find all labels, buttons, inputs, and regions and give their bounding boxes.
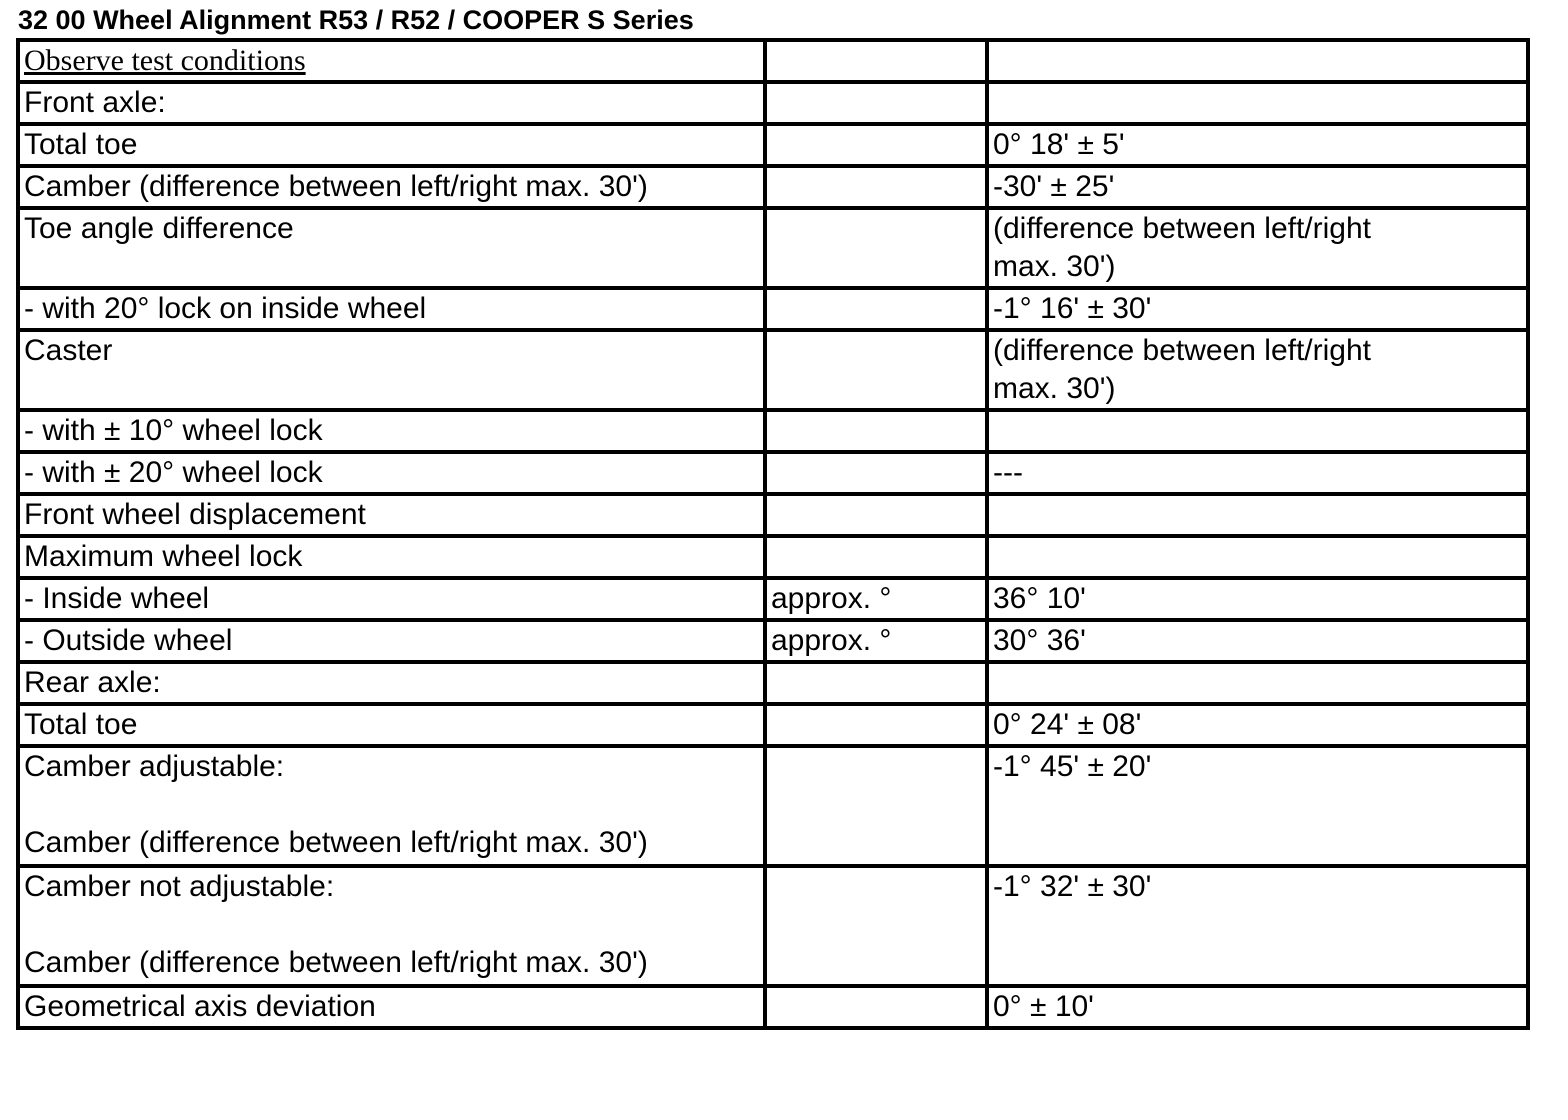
row-value: 30° 36' xyxy=(987,620,1528,662)
table-row xyxy=(18,124,1528,166)
table-row xyxy=(18,866,1528,986)
row-value: 0° 24' ± 08' xyxy=(987,704,1528,746)
row-value: 0° ± 10' xyxy=(987,986,1528,1028)
table-row xyxy=(18,986,1528,1028)
table-row xyxy=(18,288,1528,330)
row-label: Camber not adjustable: Camber (difference between left/right max. 30') xyxy=(18,866,765,986)
row-label: Camber adjustable: Camber (difference between left/right max. 30') xyxy=(18,746,765,866)
table-row xyxy=(18,452,1528,494)
wheel-alignment-table xyxy=(16,38,1530,1030)
row-unit xyxy=(765,452,987,494)
row-label: - with ± 20° wheel lock xyxy=(18,452,765,494)
row-unit xyxy=(765,208,987,288)
row-label: Geometrical axis deviation xyxy=(18,986,765,1028)
row-label: Camber (difference between left/right max. 30') xyxy=(18,166,765,208)
table-row xyxy=(18,620,1528,662)
row-label: - Outside wheel xyxy=(18,620,765,662)
section-heading: Rear axle: xyxy=(18,662,765,704)
row-unit xyxy=(765,866,987,986)
row-unit xyxy=(765,166,987,208)
row-unit xyxy=(765,82,987,124)
row-unit xyxy=(765,330,987,410)
table-row xyxy=(18,494,1528,536)
row-unit xyxy=(765,746,987,866)
row-unit: approx. ° xyxy=(765,578,987,620)
row-unit xyxy=(765,124,987,166)
row-unit xyxy=(765,662,987,704)
table-row xyxy=(18,330,1528,410)
row-unit xyxy=(765,410,987,452)
table-row xyxy=(18,82,1528,124)
row-value: (difference between left/right max. 30') xyxy=(987,208,1528,288)
table-row xyxy=(18,410,1528,452)
row-unit xyxy=(765,704,987,746)
row-value xyxy=(987,662,1528,704)
row-value: --- xyxy=(987,452,1528,494)
row-label: - with 20° lock on inside wheel xyxy=(18,288,765,330)
table-row xyxy=(18,578,1528,620)
table-row xyxy=(18,208,1528,288)
table-row xyxy=(18,166,1528,208)
row-label: Front wheel displacement xyxy=(18,494,765,536)
row-label[interactable] xyxy=(18,40,765,82)
row-label: Total toe xyxy=(18,704,765,746)
row-unit xyxy=(765,288,987,330)
test-conditions-link[interactable]: Observe test conditions xyxy=(24,44,306,77)
row-unit xyxy=(765,494,987,536)
row-unit xyxy=(765,986,987,1028)
row-value: -1° 45' ± 20' xyxy=(987,746,1528,866)
row-unit xyxy=(765,536,987,578)
row-value xyxy=(987,494,1528,536)
row-value: -1° 16' ± 30' xyxy=(987,288,1528,330)
row-label: - Inside wheel xyxy=(18,578,765,620)
table-row xyxy=(18,704,1528,746)
row-label: - with ± 10° wheel lock xyxy=(18,410,765,452)
row-value: 36° 10' xyxy=(987,578,1528,620)
table-row xyxy=(18,40,1528,82)
section-heading: Front axle: xyxy=(18,82,765,124)
table-row xyxy=(18,746,1528,866)
row-value: -30' ± 25' xyxy=(987,166,1528,208)
row-value xyxy=(987,536,1528,578)
row-label: Total toe xyxy=(18,124,765,166)
row-label: Toe angle difference xyxy=(18,208,765,288)
row-value xyxy=(987,40,1528,82)
row-unit xyxy=(765,40,987,82)
row-label: Caster xyxy=(18,330,765,410)
row-value xyxy=(987,410,1528,452)
table-row xyxy=(18,536,1528,578)
row-value: (difference between left/right max. 30') xyxy=(987,330,1528,410)
row-value xyxy=(987,82,1528,124)
row-unit: approx. ° xyxy=(765,620,987,662)
row-value: -1° 32' ± 30' xyxy=(987,866,1528,986)
row-label: Maximum wheel lock xyxy=(18,536,765,578)
row-value: 0° 18' ± 5' xyxy=(987,124,1528,166)
document-title: 32 00 Wheel Alignment R53 / R52 / COOPER S Series xyxy=(18,5,694,35)
table-row xyxy=(18,662,1528,704)
